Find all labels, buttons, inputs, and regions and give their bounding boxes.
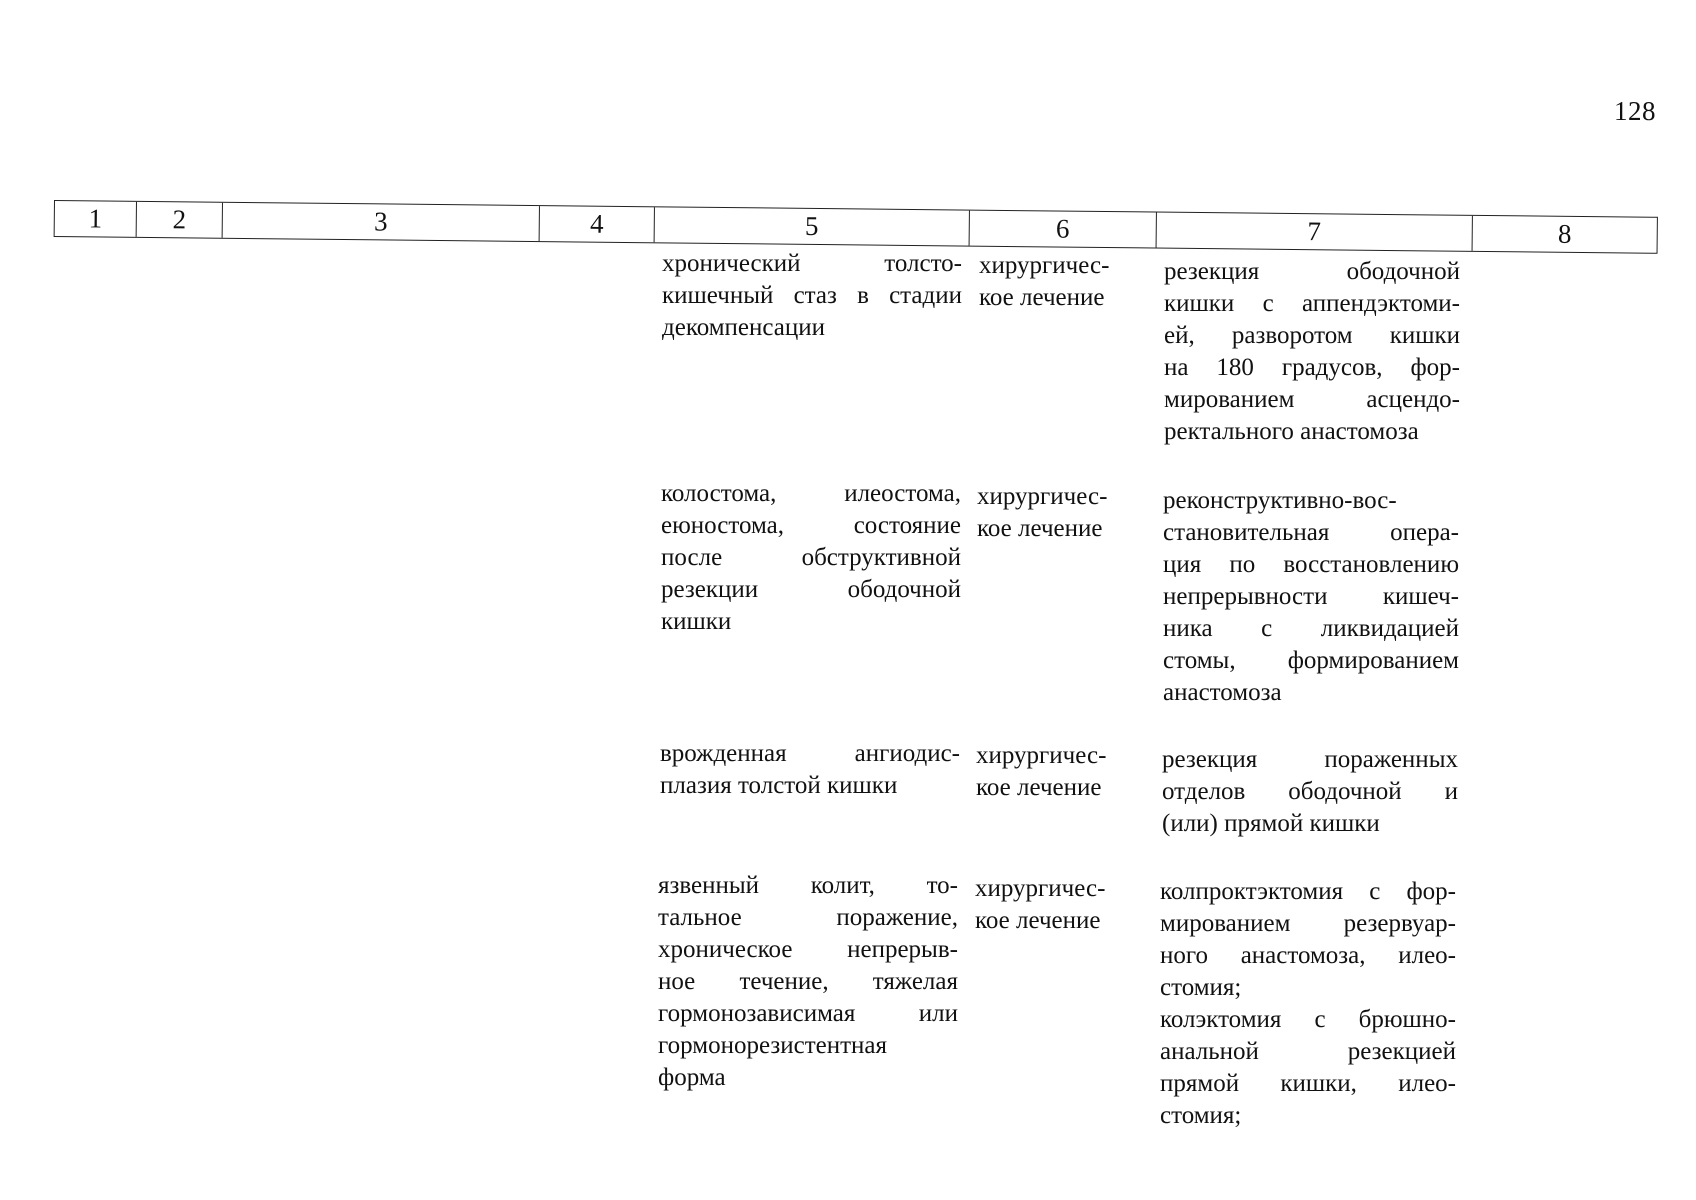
row-4-treatment bbox=[975, 873, 1125, 937]
row-4-method-line: колэктомия с брюшно- bbox=[1160, 1006, 1456, 1033]
row-1-method-line: кишки с аппендэктоми- bbox=[1164, 290, 1460, 317]
row-2-method-line: ника с ликвидацией bbox=[1163, 615, 1459, 642]
row-4-diagnosis-line: хроническое непрерыв- bbox=[658, 936, 958, 963]
row-1-treatment bbox=[979, 250, 1129, 314]
row-2-diagnosis-line: еюностома, состояние bbox=[661, 512, 961, 539]
row-1-treatment-line: хирургичес- bbox=[979, 252, 1110, 279]
row-4-diagnosis-line: язвенный колит, то- bbox=[658, 872, 958, 899]
row-2-method-line: стомы, формированием bbox=[1163, 647, 1459, 674]
row-4-diagnosis-line: тальное поражение, bbox=[658, 904, 958, 931]
column-number-5: 5 bbox=[655, 207, 970, 245]
row-1-method-line: на 180 градусов, фор- bbox=[1164, 354, 1460, 381]
row-2-method-line: реконструктивно-вос- bbox=[1163, 487, 1397, 514]
row-1-diagnosis bbox=[662, 248, 962, 344]
row-1-diagnosis-line: декомпенсации bbox=[662, 314, 826, 341]
row-4-method-line: стомия; bbox=[1160, 974, 1242, 1001]
column-number-7: 7 bbox=[1157, 213, 1473, 251]
row-4-diagnosis-line: ное течение, тяжелая bbox=[658, 968, 958, 995]
row-1-method-line: мированием асцендо- bbox=[1164, 386, 1460, 413]
row-2-diagnosis-line: кишки bbox=[661, 608, 732, 635]
column-number-8: 8 bbox=[1557, 218, 1572, 249]
row-4-method-line: прямой кишки, илео- bbox=[1160, 1070, 1456, 1097]
row-3-treatment bbox=[976, 740, 1126, 804]
row-4-diagnosis-line: гормонозависимая или bbox=[658, 1000, 958, 1027]
row-2-treatment-line: хирургичес- bbox=[977, 483, 1108, 510]
row-1-diagnosis-line: хронический толсто- bbox=[662, 250, 962, 277]
row-2-treatment bbox=[977, 481, 1127, 545]
row-3-diagnosis-line: врожденная ангиодис- bbox=[660, 740, 960, 767]
row-4-diagnosis bbox=[658, 870, 958, 1094]
row-2-method-line: непрерывности кишеч- bbox=[1163, 583, 1459, 610]
row-1-method-line: ректального анастомоза bbox=[1164, 418, 1419, 445]
column-number-2: 2 bbox=[137, 202, 223, 238]
row-2-method bbox=[1163, 485, 1459, 709]
row-1-method-line: резекция ободочной bbox=[1164, 258, 1460, 285]
row-4-method-line: колпроктэктомия с фор- bbox=[1160, 878, 1456, 905]
row-4-method-line: мированием резервуар- bbox=[1160, 910, 1456, 937]
row-1-method-line: ей, разворотом кишки bbox=[1164, 322, 1460, 349]
row-2-method-line: становительная опера- bbox=[1163, 519, 1459, 546]
row-2-treatment-line: кое лечение bbox=[977, 515, 1103, 542]
row-4-method-line: анальной резекцией bbox=[1160, 1038, 1456, 1065]
row-3-method-line: отделов ободочной и bbox=[1162, 778, 1458, 805]
row-4-method-line: стомия; bbox=[1160, 1102, 1242, 1129]
row-4-treatment-line: хирургичес- bbox=[975, 875, 1106, 902]
row-3-method-line: (или) прямой кишки bbox=[1162, 810, 1380, 837]
row-2-diagnosis-line: после обструктивной bbox=[661, 544, 961, 571]
row-3-method-line: резекция пораженных bbox=[1162, 746, 1458, 773]
column-number-6: 6 bbox=[970, 211, 1157, 248]
row-3-treatment-line: хирургичес- bbox=[976, 742, 1107, 769]
row-2-method-line: ция по восстановлению bbox=[1163, 551, 1459, 578]
row-4-method-line: ного анастомоза, илео- bbox=[1160, 942, 1456, 969]
column-number-1: 1 bbox=[55, 201, 137, 237]
row-1-diagnosis-line: кишечный стаз в стадии bbox=[662, 282, 962, 309]
row-3-diagnosis-line: плазия толстой кишки bbox=[660, 772, 898, 799]
row-1-method bbox=[1164, 256, 1460, 448]
row-1-treatment-line: кое лечение bbox=[979, 284, 1105, 311]
row-3-treatment-line: кое лечение bbox=[976, 774, 1102, 801]
column-number-4: 4 bbox=[540, 206, 655, 242]
row-2-diagnosis-line: резекции ободочной bbox=[661, 576, 961, 603]
row-4-treatment-line: кое лечение bbox=[975, 907, 1101, 934]
row-2-diagnosis-line: колостома, илеостома, bbox=[661, 480, 961, 507]
row-4-diagnosis-line: форма bbox=[658, 1064, 726, 1091]
row-2-method-line: анастомоза bbox=[1163, 679, 1282, 706]
row-3-method bbox=[1162, 744, 1458, 840]
row-2-diagnosis bbox=[661, 478, 961, 638]
row-3-diagnosis bbox=[660, 738, 960, 802]
column-number-3: 3 bbox=[223, 203, 540, 241]
row-4-diagnosis-line: гормонорезистентная bbox=[658, 1032, 888, 1059]
row-4-method bbox=[1160, 876, 1456, 1132]
page-number: 128 bbox=[1614, 96, 1656, 126]
